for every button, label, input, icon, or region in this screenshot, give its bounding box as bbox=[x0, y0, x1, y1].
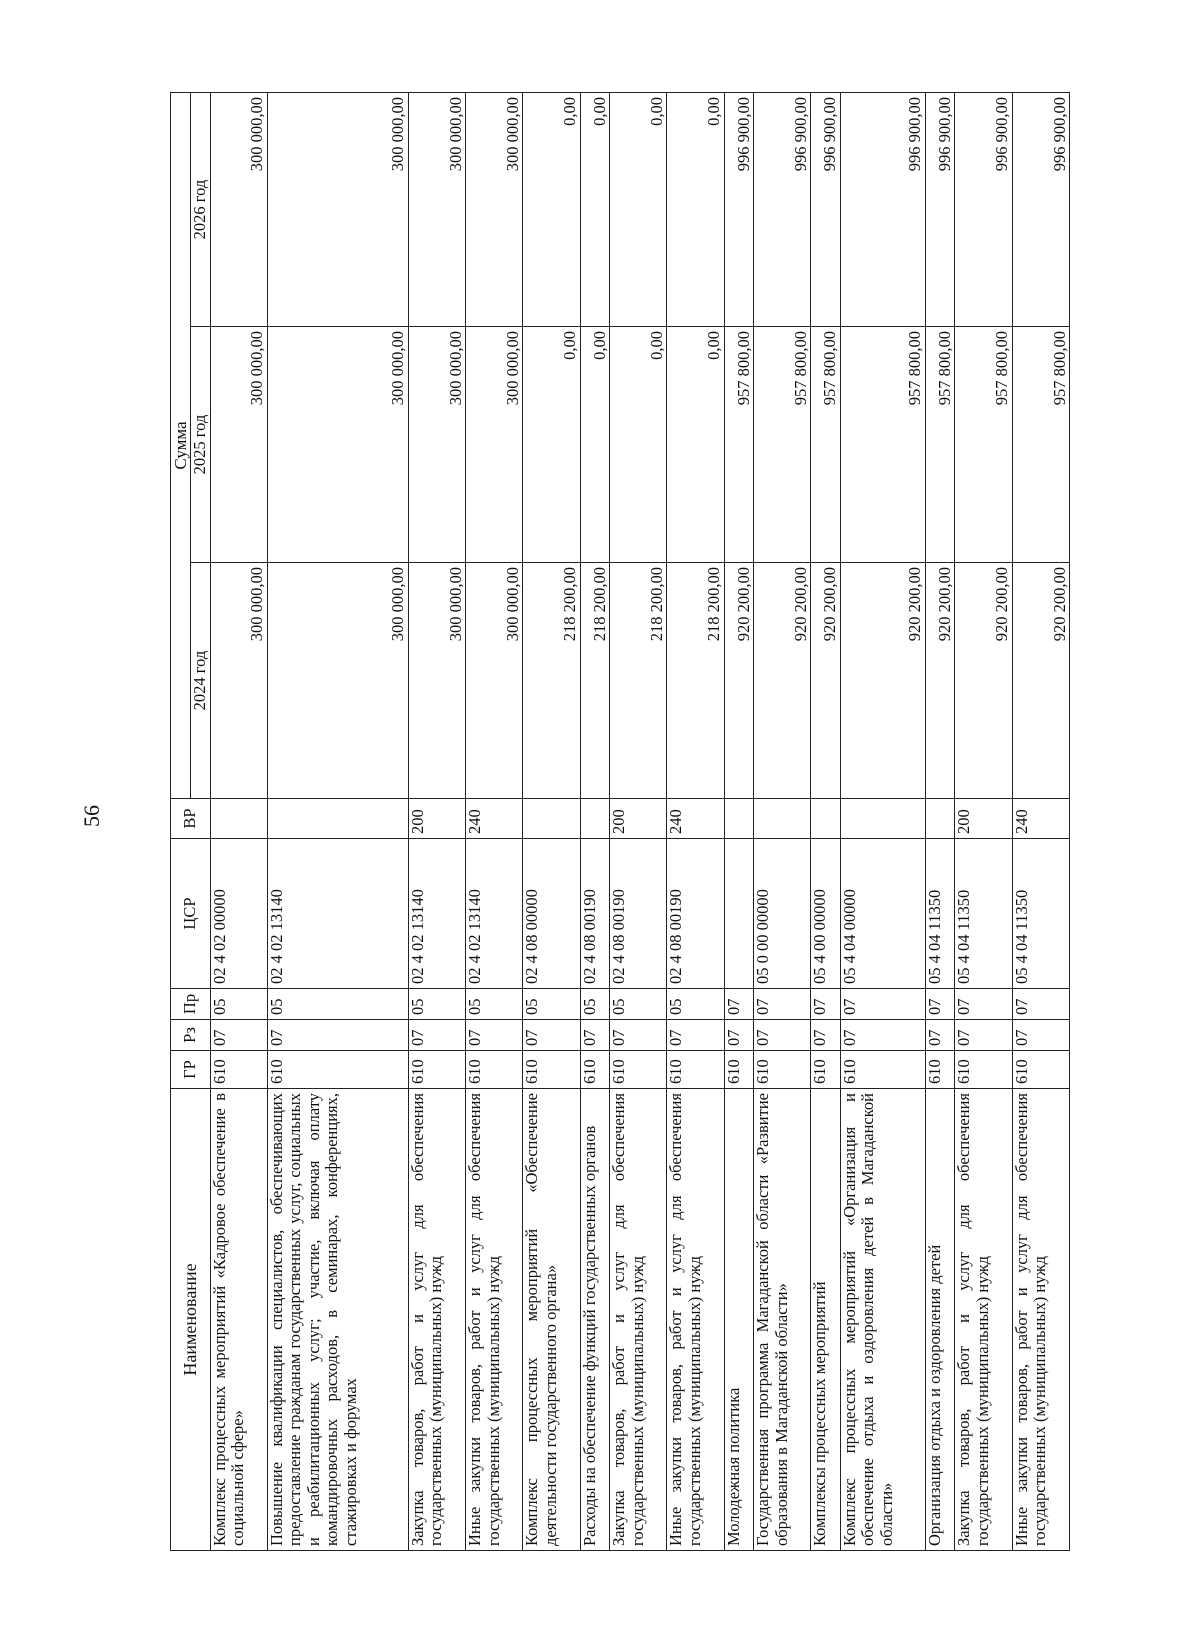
table-row bbox=[667, 93, 724, 1551]
row-rz: 07 bbox=[754, 1020, 811, 1051]
row-csr: 02 4 08 00190 bbox=[667, 839, 724, 989]
row-amount-2025: 957 800,00 bbox=[925, 327, 954, 563]
row-pr: 07 bbox=[754, 989, 811, 1020]
page-number: 56 bbox=[79, 805, 104, 827]
row-vr bbox=[210, 799, 267, 839]
row-rz: 07 bbox=[408, 1020, 465, 1051]
row-vr bbox=[267, 799, 408, 839]
row-rz: 07 bbox=[1012, 1020, 1069, 1051]
row-amount-2026: 300 000,00 bbox=[210, 93, 267, 327]
row-vr: 200 bbox=[408, 799, 465, 839]
table-row bbox=[408, 93, 465, 1551]
row-name: Повышение квалификации специалистов, обеспечивающих предоставление гражданам государственных услуг, социальных и реабилитационных услуг; участие, включая оплату командировочных расходов, в семинарах, конференциях, стажировках и форумах bbox=[267, 1089, 408, 1551]
row-vr bbox=[523, 799, 580, 839]
row-pr: 05 bbox=[408, 989, 465, 1020]
row-csr: 05 4 00 00000 bbox=[811, 839, 840, 989]
table-row bbox=[1012, 93, 1069, 1551]
row-gr: 610 bbox=[210, 1051, 267, 1089]
row-amount-2024: 218 200,00 bbox=[523, 563, 580, 799]
row-gr: 610 bbox=[523, 1051, 580, 1089]
header-year-2024: 2024 год bbox=[191, 563, 210, 799]
row-vr: 240 bbox=[667, 799, 724, 839]
row-amount-2026: 996 900,00 bbox=[724, 93, 753, 327]
row-rz: 07 bbox=[210, 1020, 267, 1051]
row-name: Комплекс процессных мероприятий «Организация и обеспечение отдыха и оздоровления детей в Магаданской области» bbox=[840, 1089, 925, 1551]
row-gr: 610 bbox=[466, 1051, 523, 1089]
row-rz: 07 bbox=[580, 1020, 609, 1051]
row-amount-2024: 920 200,00 bbox=[724, 563, 753, 799]
table-row bbox=[580, 93, 609, 1551]
table-row bbox=[754, 93, 811, 1551]
row-amount-2026: 996 900,00 bbox=[955, 93, 1012, 327]
row-gr: 610 bbox=[955, 1051, 1012, 1089]
row-amount-2024: 300 000,00 bbox=[267, 563, 408, 799]
row-vr: 240 bbox=[466, 799, 523, 839]
row-amount-2024: 300 000,00 bbox=[408, 563, 465, 799]
row-pr: 05 bbox=[210, 989, 267, 1020]
row-pr: 05 bbox=[523, 989, 580, 1020]
row-csr: 02 4 02 13140 bbox=[267, 839, 408, 989]
row-name: Комплекс процессных мероприятий «Кадровое обеспечение в социальной сфере» bbox=[210, 1089, 267, 1551]
row-gr: 610 bbox=[580, 1051, 609, 1089]
header-name: Наименование bbox=[171, 1089, 211, 1551]
row-csr: 05 4 04 11350 bbox=[955, 839, 1012, 989]
table-area bbox=[170, 93, 1070, 1551]
row-amount-2026: 0,00 bbox=[580, 93, 609, 327]
row-gr: 610 bbox=[754, 1051, 811, 1089]
row-pr: 05 bbox=[267, 989, 408, 1020]
row-amount-2025: 957 800,00 bbox=[724, 327, 753, 563]
row-rz: 07 bbox=[523, 1020, 580, 1051]
row-amount-2024: 300 000,00 bbox=[210, 563, 267, 799]
row-rz: 07 bbox=[667, 1020, 724, 1051]
row-rz: 07 bbox=[925, 1020, 954, 1051]
header-row-top bbox=[171, 93, 191, 1551]
header-rz: Рз bbox=[171, 1020, 211, 1051]
row-amount-2026: 300 000,00 bbox=[408, 93, 465, 327]
budget-table bbox=[170, 92, 1070, 1551]
row-rz: 07 bbox=[610, 1020, 667, 1051]
row-pr: 07 bbox=[840, 989, 925, 1020]
row-name: Государственная программа Магаданской области «Развитие образования в Магаданской области» bbox=[754, 1089, 811, 1551]
header-sum: Сумма bbox=[171, 93, 191, 799]
row-gr: 610 bbox=[840, 1051, 925, 1089]
row-gr: 610 bbox=[925, 1051, 954, 1089]
row-name: Иные закупки товаров, работ и услуг для обеспечения государственных (муниципальных) нужд bbox=[667, 1089, 724, 1551]
row-amount-2024: 920 200,00 bbox=[925, 563, 954, 799]
table-row bbox=[840, 93, 925, 1551]
row-csr bbox=[724, 839, 753, 989]
row-amount-2024: 920 200,00 bbox=[811, 563, 840, 799]
row-name: Молодежная политика bbox=[724, 1089, 753, 1551]
row-vr: 200 bbox=[955, 799, 1012, 839]
row-amount-2025: 300 000,00 bbox=[466, 327, 523, 563]
row-amount-2024: 218 200,00 bbox=[580, 563, 609, 799]
row-rz: 07 bbox=[811, 1020, 840, 1051]
row-vr bbox=[580, 799, 609, 839]
table-row bbox=[466, 93, 523, 1551]
row-amount-2025: 957 800,00 bbox=[811, 327, 840, 563]
row-rz: 07 bbox=[840, 1020, 925, 1051]
row-amount-2025: 957 800,00 bbox=[754, 327, 811, 563]
row-rz: 07 bbox=[267, 1020, 408, 1051]
table-row bbox=[523, 93, 580, 1551]
row-pr: 05 bbox=[610, 989, 667, 1020]
header-csr: ЦСР bbox=[171, 839, 211, 989]
row-amount-2025: 300 000,00 bbox=[210, 327, 267, 563]
row-pr: 07 bbox=[955, 989, 1012, 1020]
row-csr: 05 4 04 11350 bbox=[925, 839, 954, 989]
row-amount-2025: 0,00 bbox=[667, 327, 724, 563]
row-csr: 05 0 00 00000 bbox=[754, 839, 811, 989]
row-csr: 02 4 02 00000 bbox=[210, 839, 267, 989]
rotated-page-content bbox=[170, 93, 1070, 1551]
table-row bbox=[811, 93, 840, 1551]
row-name: Закупка товаров, работ и услуг для обеспечения государственных (муниципальных) нужд bbox=[610, 1089, 667, 1551]
table-row bbox=[925, 93, 954, 1551]
row-csr: 05 4 04 11350 bbox=[1012, 839, 1069, 989]
row-gr: 610 bbox=[610, 1051, 667, 1089]
row-amount-2025: 0,00 bbox=[523, 327, 580, 563]
row-pr: 05 bbox=[580, 989, 609, 1020]
row-amount-2026: 996 900,00 bbox=[811, 93, 840, 327]
row-name: Иные закупки товаров, работ и услуг для обеспечения государственных (муниципальных) нужд bbox=[1012, 1089, 1069, 1551]
row-amount-2025: 0,00 bbox=[610, 327, 667, 563]
row-csr: 02 4 08 00000 bbox=[523, 839, 580, 989]
header-pr: Пр bbox=[171, 989, 211, 1020]
row-amount-2024: 218 200,00 bbox=[667, 563, 724, 799]
row-vr: 240 bbox=[1012, 799, 1069, 839]
row-gr: 610 bbox=[667, 1051, 724, 1089]
row-amount-2024: 920 200,00 bbox=[955, 563, 1012, 799]
row-vr bbox=[724, 799, 753, 839]
row-amount-2026: 996 900,00 bbox=[840, 93, 925, 327]
row-amount-2026: 996 900,00 bbox=[1012, 93, 1069, 327]
row-csr: 02 4 08 00190 bbox=[580, 839, 609, 989]
row-name: Организация отдыха и оздоровления детей bbox=[925, 1089, 954, 1551]
row-vr bbox=[925, 799, 954, 839]
row-gr: 610 bbox=[408, 1051, 465, 1089]
row-vr bbox=[840, 799, 925, 839]
table-row bbox=[955, 93, 1012, 1551]
row-amount-2026: 300 000,00 bbox=[267, 93, 408, 327]
row-rz: 07 bbox=[955, 1020, 1012, 1051]
row-vr: 200 bbox=[610, 799, 667, 839]
row-gr: 610 bbox=[724, 1051, 753, 1089]
row-name: Комплексы процессных мероприятий bbox=[811, 1089, 840, 1551]
row-amount-2026: 300 000,00 bbox=[466, 93, 523, 327]
row-amount-2026: 0,00 bbox=[667, 93, 724, 327]
row-pr: 07 bbox=[925, 989, 954, 1020]
row-pr: 05 bbox=[667, 989, 724, 1020]
row-csr: 05 4 04 00000 bbox=[840, 839, 925, 989]
row-amount-2026: 0,00 bbox=[610, 93, 667, 327]
row-amount-2024: 920 200,00 bbox=[754, 563, 811, 799]
table-row bbox=[267, 93, 408, 1551]
row-amount-2024: 300 000,00 bbox=[466, 563, 523, 799]
row-amount-2025: 0,00 bbox=[580, 327, 609, 563]
row-amount-2026: 996 900,00 bbox=[925, 93, 954, 327]
header-gr: ГР bbox=[171, 1051, 211, 1089]
row-amount-2024: 920 200,00 bbox=[1012, 563, 1069, 799]
row-amount-2026: 0,00 bbox=[523, 93, 580, 327]
header-year-2026: 2026 год bbox=[191, 93, 210, 327]
row-name: Комплекс процессных мероприятий «Обеспечение деятельности государственного органа» bbox=[523, 1089, 580, 1551]
row-amount-2026: 996 900,00 bbox=[754, 93, 811, 327]
row-vr bbox=[811, 799, 840, 839]
row-gr: 610 bbox=[811, 1051, 840, 1089]
row-pr: 07 bbox=[1012, 989, 1069, 1020]
row-pr: 07 bbox=[811, 989, 840, 1020]
row-amount-2025: 957 800,00 bbox=[1012, 327, 1069, 563]
row-name: Закупка товаров, работ и услуг для обеспечения государственных (муниципальных) нужд bbox=[408, 1089, 465, 1551]
row-amount-2025: 300 000,00 bbox=[267, 327, 408, 563]
row-name: Закупка товаров, работ и услуг для обеспечения государственных (муниципальных) нужд bbox=[955, 1089, 1012, 1551]
row-amount-2025: 957 800,00 bbox=[840, 327, 925, 563]
row-rz: 07 bbox=[466, 1020, 523, 1051]
table-row bbox=[724, 93, 753, 1551]
row-amount-2024: 218 200,00 bbox=[610, 563, 667, 799]
header-year-2025: 2025 год bbox=[191, 327, 210, 563]
row-amount-2025: 957 800,00 bbox=[955, 327, 1012, 563]
row-amount-2025: 300 000,00 bbox=[408, 327, 465, 563]
row-name: Иные закупки товаров, работ и услуг для обеспечения государственных (муниципальных) нужд bbox=[466, 1089, 523, 1551]
row-csr: 02 4 08 00190 bbox=[610, 839, 667, 989]
row-pr: 05 bbox=[466, 989, 523, 1020]
table-body bbox=[210, 93, 1070, 1551]
row-pr: 07 bbox=[724, 989, 753, 1020]
row-amount-2024: 920 200,00 bbox=[840, 563, 925, 799]
row-gr: 610 bbox=[267, 1051, 408, 1089]
row-vr bbox=[754, 799, 811, 839]
row-name: Расходы на обеспечение функций государственных органов bbox=[580, 1089, 609, 1551]
header-vr: ВР bbox=[171, 799, 211, 839]
table-row bbox=[610, 93, 667, 1551]
row-rz: 07 bbox=[724, 1020, 753, 1051]
row-csr: 02 4 02 13140 bbox=[408, 839, 465, 989]
table-row bbox=[210, 93, 267, 1551]
row-csr: 02 4 02 13140 bbox=[466, 839, 523, 989]
row-gr: 610 bbox=[1012, 1051, 1069, 1089]
